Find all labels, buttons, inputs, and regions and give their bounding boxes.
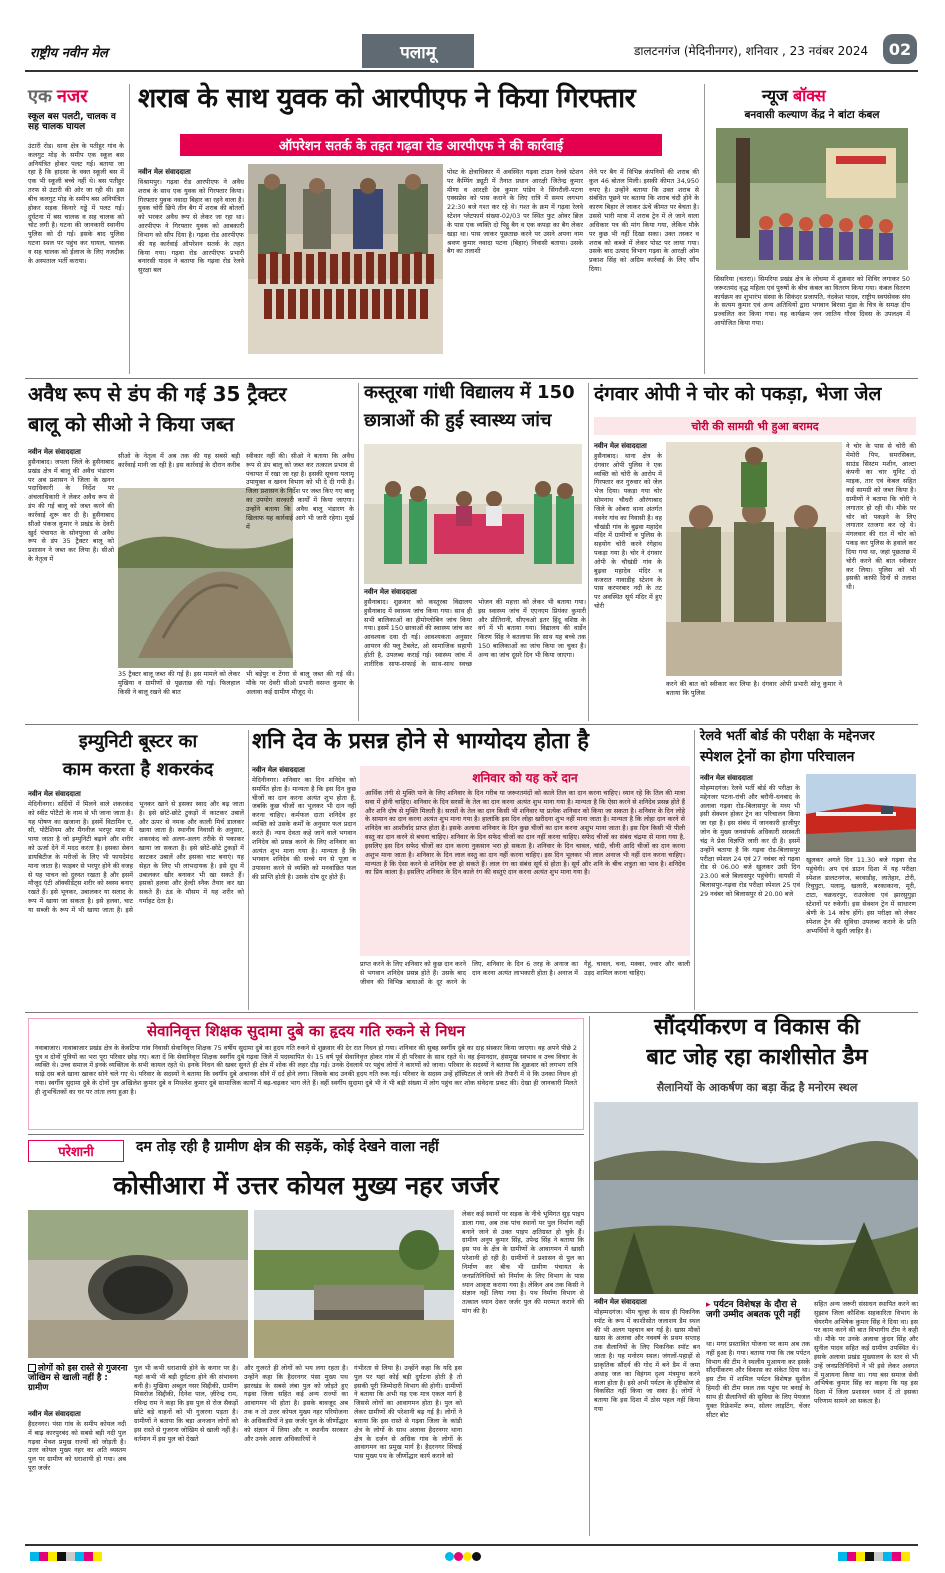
lead-photo [248, 164, 443, 354]
divider [358, 383, 359, 721]
shani-col1-text: मेदिनीनगर। शनिवार का दिन शनिदेव को समर्पित होता है। मान्यता है कि इस दिन कुछ चीजों का दान करना अत्यंत शुभ होता है, जबकि कुछ चीजों का भूलकर भी दान नहीं करना चाहिए। कर्मफल दाता शनिदेव हर व्यक्ति को उसके कर्मों के अनुसार फल प्रदान करते हैं। न्याय देवता कहे जाने वाले भगवान शनिदेव को प्रसन्न करने के लिए शनिवार का अत्यंत शुभ माना गया है। मान्यता है कि भगवान शनिदेव की सच्चे मन से पूजा व उपासना करने से व्यक्ति को मनवांछित फल की प्राप्ति होती है। उसके दोष दूर होते हैं। [252, 776, 356, 882]
railway-col1-text: मोहम्मदगंज। रेलवे भर्ती बोर्ड की परीक्षा के मद्देनजर पटना-रांची और बरौनी-धनबाद के अलावा गढ़वा रोड-बिलासपुर के मध्य भी इसी सेक्शन होकर ट्रेन का परिचालन किया जा रहा है। इस संबंध में जानकारी हाजीपुर जोन के मुख्य जनसंपर्क अधिकारी सरस्वती चंद्र ने प्रेस विज्ञप्ति जारी कर दी है। इसमें उन्होंने बताया है कि गढ़वा रोड-बिलासपुर परीक्षा स्पेशल 24 एवं 27 नवंबर को गढ़वा रोड से 06.00 बजे खुलकर उसी दिन 23.00 बजे बिलासपुर पहुंचेगी। वापसी में बिलासपुर-गढ़वा रोड परीक्षा स्पेशल 25 एवं 29 नवंबर को बिलासपुर से 20.00 बजे [700, 784, 800, 898]
canal-photo-1 [28, 1210, 248, 1358]
divider [25, 724, 918, 725]
sand-headline-1: अवैध रूप से डंप की गई 35 ट्रैक्टर [28, 382, 287, 406]
canal-col3: और गुजरते ही लोगों को भय लगा रहता है। उन्होंने कहा कि हैदरनगर पंसा मुख्य पथ झारखंड के सबसे लंबा पुल को जोड़ते हुए गढ़वा जिला सहित कई अन्य राज्यों का आवागमन भी होता है। इसके बावजूद अब तक न तो उत्तर कोयल मुख्य नहर परियोजना के अधिकारियों ने इस जर्जर पुल के जीर्णोद्धार को संज्ञान में लिया और न स्थानीय सरकार और उनके आला अधिकारियों ने [244, 1364, 348, 1443]
kasturba-byline: नवीन मेल संवाददाता [364, 588, 417, 596]
shani-headline: शनि देव के प्रसन्न होने से भाग्योदय होता है [252, 729, 589, 754]
color-registration-marks-center [445, 1552, 481, 1561]
news-box-body: सिसरिया (चतरा)। सिमरिया प्रखंड क्षेत्र के लोधमा में शुक्रवार को शिविर लगाकर 50 जरूरतमंद वृद्ध महिला एवं पुरुषों के बीच कंबल का वितरण किया गया। कंबल वितरण कार्यक्रम का शुभारंभ संस्था के सिकंदर प्रजापति, नंदकेश यादव, राष्ट्रीय स्वयंसेवक संघ के सत्यम कुमार एवं अन्य अतिथियों द्वारा भगवान बिरसा मुंडा के चित्र के समक्ष दीप प्रज्वलित कर किया गया। यह कार्यक्रम जन जातिय गौरव दिवस के उपलक्ष्य में आयोजित किया गया। [714, 275, 910, 328]
kasturba-byline-wrap [364, 588, 474, 598]
color-registration-strip-right [838, 1552, 910, 1561]
divider [704, 84, 705, 374]
shani-col1 [252, 766, 356, 956]
divider [248, 730, 249, 1010]
railway-photo [806, 774, 916, 852]
divider [588, 383, 589, 721]
divider [25, 1012, 918, 1013]
canal-kicker: दम तोड़ रही है ग्रामीण क्षेत्र की सड़कें, कोई देखने वाला नहीं [136, 1139, 439, 1155]
dam-col1-text: मोहम्मदगंज। भीम चूल्हा के साथ ही पिकनिक स्पॉट के रूप में काशीसोत जलाशय डैम स्थल की भी अलग पहचान बन गई है। खास मौकों खास के अलावा और नववर्ष के प्रथम सप्ताह तक सैलानियों के लिए पिकनिक स्पॉट बन जाता है। यह मनोरम स्थल। जंगलों-पहाड़ों से प्राकृतिक सौंदर्य की गोद में बने डैम में जमा अथाह जल का विहंगम दृश्य मंत्रमुग्ध करने वाला होता है। इसे अभी पर्यटन के दृष्टिकोण से विकसित नहीं किया जा सका है। लोगों ने बताया कि इस दिशा में ठोस पहल नहीं किया गया [594, 1308, 700, 1414]
railway-headline-1: रेलवे भर्ती बोर्ड की परीक्षा के मद्देनजर [700, 729, 875, 744]
canal-col2: पुल भी कभी धराशायी होने के कगार पर है। यहां कभी भी बड़ी दुर्घटना होने की संभावना बनी है। मुखिया अब्दुल नसर सिद्दीकी, ग्रामीण मिसरोज सिद्दीकी, दिनेश पाल, ज़ीरेन्द्र राम, रविन्द्र राम ने कहा कि इस पुल से रोज सैकड़ों छोटे बड़े वाहनों को भी गुजरना पड़ता है। ग्रामीणों ने बताया कि बड़ा अनजान लोगों को इस रास्ते से गुजरना जोखिम से खाली नहीं है। वर्तमान में इस पुल को देखते [134, 1364, 238, 1443]
section-tag: पलामू [362, 34, 474, 68]
shani-subhead: शनिवार को यह करें दान [472, 771, 578, 785]
canal-photo-2 [254, 1210, 454, 1358]
paper-name: राष्ट्रीय नवीन मेल [30, 46, 108, 61]
header-rule [25, 70, 918, 72]
canal-col4: गंभीरता से लिया है। उन्होंने कहा कि यदि इस पुल पर यहां कोई बड़ी दुर्घटना होती है तो इसकी पूरी जिम्मेदारी विभाग की होगी। ग्रामीणों ने बताया कि अभी यह एक मात्र एकल मार्ग है जिससे लोगों का आवागमन होता है। पुल को लेकर ग्रामीणों की परेशानी बढ़ गई है। लोगों ने बताया कि इस रास्ते से गढ़वा जिला के कांडी क्षेत्र के लोगों के साथ अलावा हैदरनगर थाना क्षेत्र के दर्जन से अधिक गांव के लोगों के आवागमन का प्रमुख मार्ग है। हैदरनगर सिंचाई पास मुख्य पथ के जीर्णोद्धार कार्य कराने को [354, 1364, 462, 1461]
railway-byline: नवीन मेल संवाददाता [700, 774, 753, 782]
shani-byline: नवीन मेल संवाददाता [252, 766, 305, 774]
canal-headline: कोसीआरा में उत्तर कोयल मुख्य नहर जर्जर [113, 1171, 499, 1200]
news-box-label-a: न्यूज [762, 86, 788, 105]
dam-side-headline-text: पर्यटन विशेषज्ञ के दौरा से जगी उम्मीद अबतक पूरी नहीं [706, 1300, 801, 1321]
sand-col3b: भी बड़ेपुर व टेंगरा से बालू जब्त की गई थी। मौके पर देवरी सीओ प्रभारी वसन्त कुमार के अलावा कई ग्रामीण मौजूद थे। [246, 670, 354, 696]
news-box-label-b: बॉक्स [792, 86, 826, 105]
divider [129, 84, 130, 374]
railway-col2: खुलकर अगले दिन 11.30 बजे गढ़वा रोड पहुंचेगी। अप एवं डाउन दिशा में यह परीक्षा स्पेशल डालटनगंज, बरवाडीह, लातेहार, टोरी, रिचुघुटा, पलामू, खलारी, बरकाकाना, मूरी, टाटा, चक्रधरपुर, राउरकेला एवं झारसुगुड़ा स्टेशनों पर रुकेगी। इस सेक्शन ट्रेन में साधारण श्रेणी के 14 कोच होंगे। इस परीक्षा को लेकर स्पेशल ट्रेन की सुविधा उपलब्ध कराने के प्रति अभ्यर्थियों ने खुशी जाहिर है। [806, 856, 916, 935]
dam-byline: नवीन मेल संवाददाता [594, 1298, 647, 1306]
divider [694, 730, 695, 1010]
thief-photo [666, 442, 842, 676]
kasturba-headline-1: कस्तूरबा गांधी विद्यालय में 150 [364, 382, 575, 403]
lead-col2: पोस्ट के क्षेत्राधिकार में अवस्थित गढ़वा टाउन रेलवे स्टेशन पर कैम्पिंग ड्यूटी में तैनात प्रधान आरक्षी जितेन्द्र कुमार मीणा व आरक्षी देव कुमार पांडेय ने सिंगरौली-पटना एक्सप्रेस को पास कराने के लिए रात्रि में समय लगभग 22:30 बजे गश्त कर रहे थे। गश्त के क्रम में गढ़वा रेलवे स्टेशन प्लेटफार्म संख्या-02/03 पर स्थित फुट ओवर ब्रिज के पास एक व्यक्ति दो पिट्ठू बैग व एक कपड़ा का बैग लेकर खड़ा था। पास जाकर पूछताछ करने पर उसने अपना नाम श्रवण कुमार नवादा पटना (बिहार) निवासी बताया। उसके बैग का तलाशी [447, 168, 583, 256]
divider [28, 1134, 584, 1135]
footer-rule [25, 1544, 918, 1546]
railway-headline-2: स्पेशल ट्रेनों का होगा परिचालन [700, 749, 855, 765]
sand-col3: स्वीकार नहीं की। सीओ ने बताया कि अवैध रूप से डंप बालू को जब्त कर तत्काल प्रभाव से पंचायत में रखा जा रहा है। इसकी सूचना पलामू उपायुक्त व खनन विभाग को भी दे दी गयी है। जिला प्रशासन के निर्देश पर जब्त किए गए बालू का उपयोग सरकारी कार्यों में किया जाएगा। उन्होंने बताया कि अवैध बालू भंडारण के खिलाफ यह कार्रवाई आगे भी जारी रहेगा। मूर्ख में [246, 452, 354, 531]
thief-col3: ने चोर के पास से चोरी की मेमोरी पिप, समरसिबल, साउंड सिस्टम मशीन, आल्टा कंपनी का चार यूनिट दो माइक, तार एवं केबल सहित कई सामग्री को जब्त किया है। ग्रामीणों ने बताया कि चोरी ने लगातार हो रही थी। मौके पर चोर को पकड़ने के लिए लगातार रतजगा कर रहे थे। मंगलवार की रात में चोर को पकड़ कर पुलिस के हवाले कर दिया गया था, जहां पूछताछ में चोरी करने की बात स्वीकार कर लिया। पुलिस को भी इसकी काफी दिनों से तलाश थी। [846, 442, 916, 592]
thief-col1 [594, 442, 662, 718]
kasturba-body: हुसैनाबाद। शुक्रवार को कस्तूरबा विद्यालय हुसैनाबाद में स्वास्थ्य जांच किया गया। साथ ही सभी बालिकाओं का हीमोग्लोबिन जांच किया गया। इसमें 150 छात्राओं की स्वास्थ्य जांच कर आवश्यक दवा दी गई। आवश्यकता अनुसार आयरन की फ्लू टैबलेट, ओ सामाजिक सहायी होती है, उपलब्ध कराई गई। स्वास्थ्य जांच में शारीरिक साफ-सफाई के साथ-साथ स्वच्छ भोजन की महत्ता को लेकर भी बताया गया। इस स्वास्थ्य जांच में एएनएम प्रियंका कुमारी और प्रीतिरानी, सीएचओ इतर हिंदू वशिष्ठ के वर्ग में भी बताया गया। विद्यालय की वार्डेन किरण सिंह ने बतलाया कि साथ यह बच्चे तक 150 बालिकाओं का जांच किया जा चुका है। अन्य का जांच दूसरे दिन भी किया जाएगा। [364, 598, 586, 668]
canal-byline: नवीन मेल संवाददाता [28, 1410, 81, 1418]
shani-tail: प्राप्त करने के लिए शनिवार को कुछ दान करने से भगवान शनिदेव प्रसन्न होते हैं। उसके बाद जीवन की विभिन्न बाधाओं के दूर करने के लिए, शनिवार के दिन 6 तरह के अनाज का दान करना अत्यंत लाभकारी होता है। अनाज में गेहूं, चावल, चना, मक्का, ज्वार और काली उड़द शामिल करना चाहिए। [360, 960, 690, 986]
canal-col1 [28, 1410, 126, 1536]
thief-col1-text: हुसैनाबाद। थाना क्षेत्र के दंगवार ओपी पुलिस ने एक व्यक्ति को चोरी के आरोप में गिरफ्तार कर गुरुवार को जेल भेज दिया। पकड़ा गया चोर सोमनाथ चौधरी औरंगाबाद जिले के ओबरा थाना अंतर्गत नवनेर गांव का निवासी है। वह चौखंडी गांव के बुढ़वा महादेव मंदिर में ग्रामीणों व पुलिस के सहयोग चोरी करने रंगेहाथ पकड़ा गया है। चोर ने दंगवार ओपी के चौखंडी गांव के बुढ़वा महादेव मंदिर व कजरात नावाडीह स्टेशन के पास करपरबार नदी के तट पर अवस्थित सूर्य मंदिर में हुए चोरी [594, 452, 662, 611]
checkbox-icon [28, 1364, 36, 1372]
lead-byline: नवीन मेल संवाददाता [138, 168, 191, 176]
dam-col3: सहित अन्य जरूरी संसाधन स्थापित करने का सुझाव जिला कौशिक सहकारिता विभाग के चेयरमैन अभिषेक कुमार सिंह ने दिया था। इस पर काम करने की बात विभागीय टीम ने कही थी। मौके पर उनके अलावा कुंदन सिंह और सुनील यादव सहित कई ग्रामीण उपस्थित थे। इसके अलावा प्रखंड मुख्यालय के स्तर से भी उन्हें जनप्रतिनिधियों ने भी इसे लेकर अवगत में मुआयना किया था। गया बस समाज सेवी अभिषेक कुमार सिंह का कहना कि यह इस दिशा में जिला प्रशासन ध्यान दें तो इसका परिणाम सामने आ सकता है। [814, 1300, 918, 1406]
ek-nazar-label [28, 84, 138, 108]
canal-side-headline-box [28, 1364, 128, 1393]
ek-nazar-label-b: नजर [56, 86, 88, 107]
lead-col1-text: विश्रामपुर। गढ़वा रोड आरपीएफ ने अवैध शराब के साथ एक युवक को गिरफ्तार किया। गिरफ्तार युवक नवादा बिहार का रहने वाला है। युवक चोरी छिपे तीन बैग में शराब की बोतलों को भरकर अवैध रूप से लेकर जा रहा था। आरपीएफ ने गिरफ्तार युवक को आबकारी विभाग को सौंप दिया है। गढ़वा रोड आरपीएफ की यह कार्रवाई ऑपरेशन सतर्क के तहत किया गया। गढ़वा रोड आरपीएफ प्रभारी बनारसी यादव ने बताया कि गढ़वा रोड रेलवे सुरक्षा बल [138, 178, 244, 275]
thief-headline: दंगवार ओपी ने चोर को पकड़ा, भेजा जेल [594, 383, 882, 405]
dam-headline-2: बाट जोह रहा काशीसोत डैम [646, 1045, 868, 1070]
dam-photo [594, 1102, 918, 1294]
lead-col3: लेने पर बैग में विभिन्न कंपनियों की शराब की कुल 46 बोतल मिली। इसकी कीमत 34,950 रुपए है। उन्होंने बताया कि उक्त शराब से संबंधित पूछने पर बताया कि शराब चंदौ होने के कारण बिहार ले जाकर ऊंचे कीमत पर बेचता है। उससे भारी मात्रा में शराब ट्रेन में ले जाने वाला अधिकार पत्र की मांग किया गया, लेकिन मौके पर कुछ भी नहीं दिखा सका। उक्त तस्कर व शराब को कब्जे में लेकर पोस्ट पर लाया गया। उसके बाद उत्पाद विभाग गढ़वा के आरक्षी ओम प्रकाश सिंह को अग्रिम कार्रवाई के लिए सौंप दिया। [589, 168, 699, 274]
bullet-icon: ▸ [706, 1300, 714, 1310]
obituary-headline: सेवानिवृत्त शिक्षक सुदामा दुबे का हृदय गति रुकने से निधन [147, 1022, 465, 1040]
canal-side-head-wrap [28, 1364, 128, 1393]
dam-col2: था। मगर प्रस्तावित योजना पर काम अब तक नहीं हुआ है। गया। बताया गया कि तब पर्यटन विभाग की टीम ने स्थलीय मुआयना कर इसके सौंदर्यीकरण और विकास का संकेत दिया था। इस टीम में शामिल पर्यटन विशेषज्ञ सुशील हिमदी की टीम स्थल तक पहुंच पर बनाई के साथ ही सैलानियों की सुविधा के लिए पेयजल युक्त रिफ्रेशमेंट रूम, सोलर लाइटिंग, चेंजर सीटर बोट [706, 1340, 810, 1419]
canal-col5: लेकर कई स्थानों पर सड़क के नीचे भूमिगत सुड़ पाइप डाला गया, अब तक पांच स्थानों पर पुल निर्माण नहीं बनाने जाने से उक्त पाइप क्षतिग्रस्त हो चुके हैं। ग्रामीण अनूप कुमार सिंह, उपेन्द्र सिंह ने बताया कि इस पथ के क्षेत्र के ग्रामीणों के आवागमन में खासी परेशानी हो रही है। ग्रामीणों ने प्रशासन से पुल का निर्माण कर बीच भी ग्रामीण पंचायत के जनप्रतिनिधियों को निर्माण के लिए विभाग के पास ध्यान आकृष्ट कराया गया है। लेकिन अब तक किसी ने संज्ञान नहीं लिया गया है। पथ निर्माण विभाग से तत्काल ध्यान देकर जर्जर पुल की मरम्मत कराने की मांग की है। [462, 1210, 584, 1316]
canal-side-headline: लोगों को इस रास्ते से गुजरना जोखिम से खाली नहीं है : ग्रामीण [28, 1363, 128, 1393]
railway-col1 [700, 774, 800, 1006]
obituary-body: नवाबाजार। नावाबाजार प्रखंड क्षेत्र के केवटिया गांव निवासी सेवानिवृत्त शिक्षक 75 वर्षीय सुदामा दुबे का हृदय गति रुकने से शुक्रवार की देर रात निधन हो गया। शनिवार की सुबह स्वर्गीय दुबे का दाह संस्कार किया जाएगा। वह अपने पीछे 2 पुत्र व दोनों पुत्रियों का भरा पूरा परिवार छोड़ गए। बता दें कि सेवानिवृत्त शिक्षक स्वर्गीय दुबे गढ़वा जिले में पदस्थापित थे। 15 वर्ष पूर्व सेवानिवृत्त होकर गांव में ही परिवार के साथ रहते थे। वह ईमानदार, हंसमुख स्वभाव व उच्च विचार के व्यक्ति थे। उच्च समाज में इनके व्यक्तित्व के सभी कायल रहते थे। इनके निधन की खबर सुनते ही क्षेत्र में शोक की लहर दौड़ गई। उनके देवलाये पर पहुंच लोगों ने कारणों को जाना। परिवार के सदस्यों ने बताया कि शुक्रवार को लगभग रात्रि साढ़े दस बजे खाना खाकर सोने चले गए थे। परिवार के सदस्यों ने बताया कि स्वर्गीय दुबे अचानक सीने में दर्द होने लगा। जिसके बाद उनकी हृदय गति रुक गई। परिवार के सदस्य उन्हें हॉस्पिटल ले जाने की तैयारी में थे कि उनका निधन हो गया। स्वर्गीय सुदामा दुबे के दोनों पुत्र अखिलेश कुमार दुबे व मिथलेश कुमार दुबे सामाजिक कार्यों में बढ़-चढ़कर भाग लेते हैं। वहीं स्वर्गीय सुदामा दुबे भी ने भी बड़ी संख्या में लोग पहुंच कर शोक संवेदना प्रकट की। देखा ही जानकारी मिलते ही शुभचिंतकों का घर पर तांता लगा हुआ है। [35, 1043, 577, 1096]
dam-col1 [594, 1298, 700, 1536]
canal-tag: परेशानी [28, 1140, 124, 1162]
thief-subhead: चोरी की सामग्री भी हुआ बरामद [594, 417, 916, 435]
sand-col1-text: हुसैनाबाद। जपला जिले के हुसैनाबाद प्रखंड क्षेत्र में बालू की अवैध भंडारण पर अब प्रशासन ने जिला के खनन पदाधिकारी के निर्देश पर अंचलाधिकारी ने लेकर अवैध रूप से डंप की गई बालू को जब्त करने की कार्रवाई शुरू कर दी है। हुसैनाबाद सीओ पंकज कुमार ने प्रखंड के देवरी खुर्द पंचायत के सोनपुरवा से अवैध रूप से डंप 35 ट्रैक्टर बालू को प्रशासन ने जब्त कर लिया है। सीओ के नेतृत्व में [28, 458, 114, 564]
sand-col1 [28, 448, 114, 718]
news-box-label [762, 84, 902, 106]
shakarkand-byline: नवीन मेल संवाददाता [28, 790, 81, 798]
sand-byline: नवीन मेल संवाददाता [28, 448, 81, 456]
shani-box [360, 766, 690, 956]
kasturba-headline-2: छात्राओं की हुई स्वास्थ्य जांच [364, 410, 552, 431]
dam-subhead: सैलानियों के आकर्षण का बड़ा केंद्र है मनोरम स्थल [656, 1081, 858, 1094]
dam-headline-1: सौंदर्यीकरण व विकास की [654, 1015, 860, 1040]
sand-col2: सीओ के नेतृत्व में अब तक की यह सबसे बड़ी कार्रवाई मानी जा रही है। इस कार्रवाई के दौरान करीब [118, 452, 240, 469]
canal-col1-text: हैदरनगर। पंसा गांव के समीप कोयल नदी में बाढ़ कारपुरबंद को सबसे बड़ी नदी पुल गढ़वा मेवश प्रमुख राज्यों को जोड़ती है। उत्तर कोयल मुख्य नहर का अति व्यस्तम पुल पर ग्रामीण को धराशायी हो गया। अब पूरा जर्जर [28, 1420, 126, 1473]
divider [25, 378, 918, 379]
lead-subhead: ऑपरेशन सतर्क के तहत गढ़वा रोड आरपीएफ ने की कार्रवाई [180, 134, 662, 156]
news-box-photo [716, 128, 908, 270]
thief-col2: करने की बात को स्वीकार कर लिया है। दंगवार ओपी प्रभारी सोनू कुमार ने बताया कि पुलिस [666, 680, 842, 697]
color-registration-strip-left [30, 1552, 102, 1561]
lead-headline: शराब के साथ युवक को आरपीएफ ने किया गिरफ्तार [138, 83, 636, 114]
shani-box-text: आर्थिक तंगी से मुक्ति पाने के लिए शनिवार के दिन गरीब या जरूरतमंदों को काले तिल का दान करना चाहिए। ध्यान रहे कि तिल की मात्रा सवा में होनी चाहिए। शनिवार के दिन सरसों के तेल का दान करना अत्यंत शुभ माना गया है। मान्यता है कि ऐसा करने से शनिदेव प्रसन्न होते हैं और शनि दोष से मुक्ति मिलती है। सरसों के तेल का दान किसी भी शनिवार या प्रत्येक शनिवार को किया जा सकता है। शनिवार के दिन लोहे के सामान का दान करना अत्यंत शुभ माना गया है। हालांकि इस दिन लोहा खरीदना शुभ नहीं माना जाता है। मान्यता है कि लोहा दान करने से शनिदेव का आशीर्वाद प्राप्त होता है। इसके अलावा शनिवार के दिन कुछ चीजों का दान करना अशुभ माना जाता है। इस दिन किसी भी पीली वस्तु का दान करने से बचना चाहिए। शनिवार के दिन सफेद चीजों का दान नहीं करना चाहिए। सफेद चीजों का संबंध चंद्रमा से माना गया है, इसलिए इस दिन सफेद चीजों का दान करना नुकसान भरा हो सकता है। शनिवार के दिन चावल, चांदी, चीनी आदि चीजों का दान करना अशुभ माना जाता है। शनिवार के दिन लाल वस्तु का दान नहीं करना चाहिए। इस दिन भूलकर भी लाल अनाज भी नहीं दान करना चाहिए। मान्यता है कि ऐसा करने से शनिदेव रुष्ट हो सकते हैं। लाल रंग का संबंध सूर्य से होता है। सूर्य और शनि के बीच शत्रुता का भाव है। शनिदेव का प्रिय काला है। इसलिए शनिवार के दिन काले रंग की वस्तुएं दान करना अत्यंत शुभ माना गया है। [365, 789, 685, 877]
divider [589, 1016, 590, 1536]
dateline: डालटनगंज (मेदिनीनगर), शनिवार , 23 नवंबर 2024 [634, 44, 869, 58]
obituary-box [28, 1018, 584, 1130]
dam-side-headline [706, 1300, 810, 1320]
news-box-headline: बनवासी कल्याण केंद्र ने बांटा कंबल [744, 109, 880, 121]
shakarkand-headline-2: काम करता है शकरकंद [62, 759, 214, 780]
sand-headline-2: बालू को सीओ ने किया जब्त [28, 412, 235, 436]
shakarkand-body: मेदिनीनगर। सर्दियों में मिलने वाले शकरकंद को स्वीट पोटैटो के नाम से भी जाना जाता है। यह पोषण का खजाना है। इसमें विटामिन ए, सी, पोटैशियम और मैंगनीज भरपूर मात्रा में पाया जाता है जो इम्युनिटी बढ़ाने और शरीर को ऊर्जा देने में मदद करता है। इसका सेवन डायबिटीज के मरीजों के लिए भी फायदेमंद माना जाता है। फाइबर से भरपूर होने की वजह से यह पाचन को दुरुस्त रखता है और इसमें मौजूद एंटी ऑक्सीडेंट्स शरीर को स्वस्थ बनाए रखते हैं। इसे भूनकर, उबालकर या सलाद के रूप में खाया जा सकता है। इसे हलवा, चाट या सब्जी के रूप में भी खाया जाता है। इसे भूनकर खाने से इसका स्वाद और बढ़ जाता है। इसे छोटे-छोटे टुकड़ों में काटकर उबालें और ऊपर से नमक और काली मिर्च डालकर खाया जाता है। स्थानीय निवासी के अनुसार, शकरकंद को अलग-अलग तरीके से पकाकर खाया जा सकता है। इसे छोटे-छोटे टुकड़ों में काटकर उबालें और इसका चाट बनाएं। यह सेहत के लिए भी लाभदायक है। इसे दूध में उबालकर खीर बनाकर भी खा सकते हैं। इसको हलवा और हेल्दी स्नैक तैयार कर खा सकते हैं। ठंड के मौसम में यह शरीर को गर्माहट देता है। [28, 800, 244, 914]
thief-byline: नवीन मेल संवाददाता [594, 442, 647, 450]
shakarkand-byline-wrap [28, 790, 128, 800]
lead-col1 [138, 168, 244, 374]
ek-nazar-headline: स्कूल बस पलटी, चालक व सह चालक घायल [28, 112, 116, 133]
sand-col2b: 35 ट्रैक्टर बालू जब्त की गई है। इस मामले को लेकर मुखिया व ग्रामीणों से पूछताछ की गई। फिलहाल किसी ने बालू रखने की बात [118, 670, 240, 696]
shakarkand-headline-1: इम्युनिटी बूस्टर का [78, 731, 198, 752]
ek-nazar-label-a: एक [28, 86, 52, 107]
kasturba-photo [364, 444, 582, 584]
page-number: 02 [883, 34, 917, 64]
ek-nazar-body: उंटारी रोड। थाना क्षेत्र के पतीहुर गांव के कलगुट मोड़ के समीप एक स्कूल बस अनियंत्रित होकर पलट गई। बताया जा रहा है कि हादसा के वक्त स्कूली बस में एक भी स्कूली बच्चे नहीं थे। बस पतीहुर तरफ से उंटारी की ओर जा रही थी। इस बीच कलगुट मोड़ के समीप बस अनियंत्रित होकर सड़क किनारे गड्ढे में पलट गई। दुर्घटना में बस चालक व सह चालक को चोट लगी है। घटना की जानकारी स्थानीय पुलिस को दी गई। इसके बाद पुलिस घटना स्थल पर पहुंच कर घायल, चालक व सह चालक को ईलाज के लिए नजदीक के अस्पताल भर्ती कराया। [28, 142, 124, 265]
